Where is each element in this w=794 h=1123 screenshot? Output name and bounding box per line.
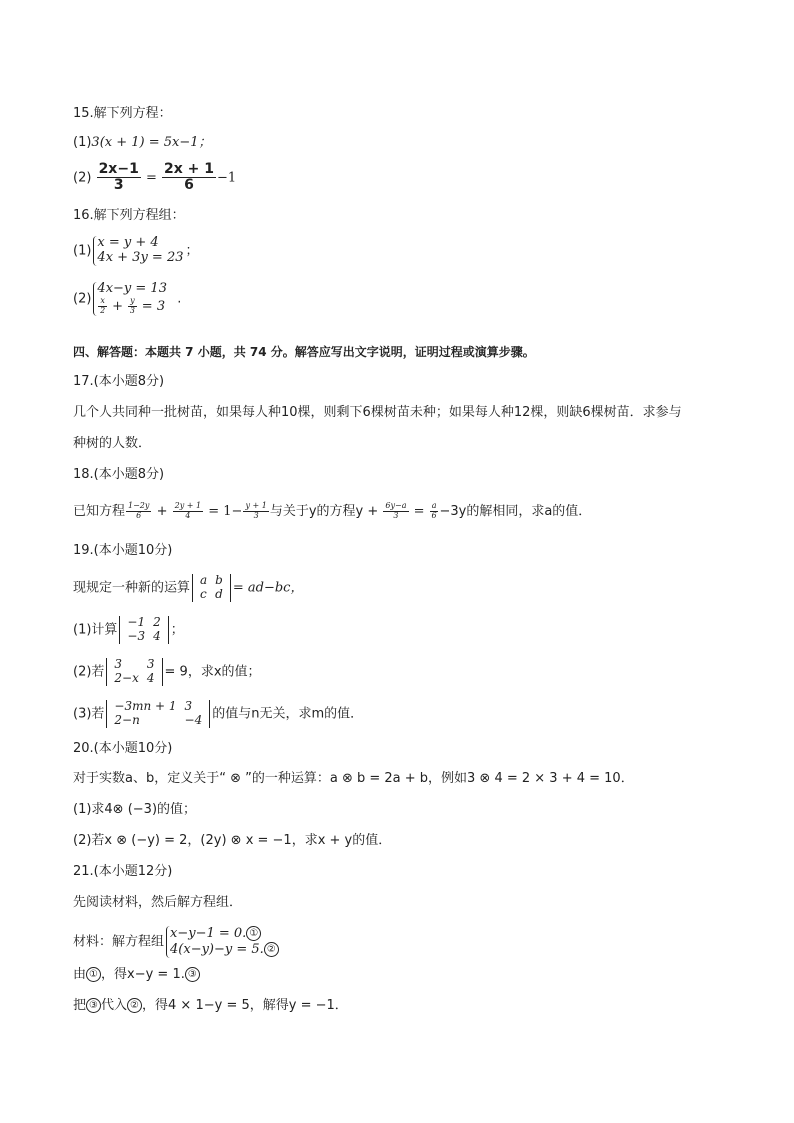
q18-title: 18.(本小题8分) [73, 467, 165, 482]
q15-p1-label: (1) [73, 135, 92, 150]
q16-p2-label: (2) [73, 291, 92, 307]
q16-p1-label: (1) [73, 243, 92, 259]
q16-system1: x = y + 4 4x + 3y = 23 [93, 236, 183, 266]
q19-det1: −1 2 −3 4 [119, 616, 168, 644]
q19-det2: 3 3 2−x 4 [106, 658, 162, 686]
q17-title: 17.(本小题8分) [73, 374, 165, 389]
q17-line1: 几个人共同种一批树苗，如果每人种10棵，则剩下6棵树苗未种；如果每人种12棵，则缺6棵树苗．求参与 [73, 405, 682, 420]
q16-part2 [73, 282, 181, 316]
q16-part1 [73, 236, 199, 266]
q15-p2-label: (2) [73, 170, 92, 186]
section4-heading: 四、解答题：本题共 7 小题，共 74 分。解答应写出文字说明，证明过程或演算步骤。 [73, 345, 535, 359]
q16-p1-end: ； [185, 243, 199, 259]
q17-line2: 种树的人数． [73, 436, 152, 451]
q18-body: 已知方程 $\frac{1-2y}{6}$ + $\frac{2y + 1}{4}$ = 1− $\frac{y + 1}{3}$ 与关于y的方程y + $\frac{6y-a}{3}$ = $\frac{a}{6}$ −3y的解相同，求a的值． [73, 501, 592, 520]
q21-step1: 由 ① ，得x−y = 1. ③ [73, 966, 200, 984]
q19-det0: a b c d [192, 574, 231, 602]
q15-p1-equation: 3(x + 1) = 5x−1； [91, 135, 212, 150]
q21-system: x−y−1 = 0. ① 4(x−y)−y = 5. ② [166, 926, 279, 958]
q15-frac2: $\frac{2x + 1}{6}$ [164, 161, 214, 194]
q20-part2: (2)若x ⊗ (−y) = 2，(2y) ⊗ x = −1，求x + y的值． [73, 833, 392, 848]
q19-title: 19.(本小题10分) [73, 543, 173, 558]
q20-line1: 对于实数a、b，定义关于“ ⊗ ”的一种运算：a ⊗ b = 2a + b，例如3 ⊗ 4 = 2 × 3 + 4 = 10． [73, 771, 634, 786]
q19-part3: (3)若 −3mn + 1 3 2−n −4 的值与n无关，求m的值． [73, 699, 364, 727]
q21-line1: 先阅读材料，然后解方程组． [73, 895, 243, 910]
q15-title: 15.解下列方程： [73, 106, 172, 121]
q16-system2: 4x−y = 13 $\frac{x}{2}$ + $\frac{y}{3}$ = 3 [93, 282, 167, 316]
q19-part2: (2)若 3 3 2−x 4 = 9，求x的值； [73, 657, 261, 685]
q19-part1: (1)计算 −1 2 −3 4 ； [73, 615, 184, 643]
q15-part1 [73, 134, 212, 152]
q16-p2-end: . [177, 291, 182, 307]
q19-det3: −3mn + 1 3 2−n −4 [106, 700, 210, 728]
q15-p2-eq: = [145, 170, 157, 186]
q16-title: 16.解下列方程组： [73, 208, 185, 223]
q20-title: 20.(本小题10分) [73, 741, 173, 756]
q15-part2 [73, 162, 236, 194]
q21-material: 材料：解方程组 x−y−1 = 0. ① 4(x−y)−y = 5. ② [73, 926, 281, 958]
q15-p2-tail: −1 [217, 170, 237, 186]
q20-part1: (1)求4⊗ (−3)的值； [73, 802, 197, 817]
q21-step2: 把 ③ 代入 ② ，得4 × 1−y = 5，解得y = −1． [73, 998, 348, 1013]
q15-frac1: $\frac{2x-1}{3}$ [98, 161, 139, 194]
q19-intro: 现规定一种新的运算 a b c d = ad−bc， [73, 573, 304, 601]
q21-title: 21.(本小题12分) [73, 864, 173, 879]
